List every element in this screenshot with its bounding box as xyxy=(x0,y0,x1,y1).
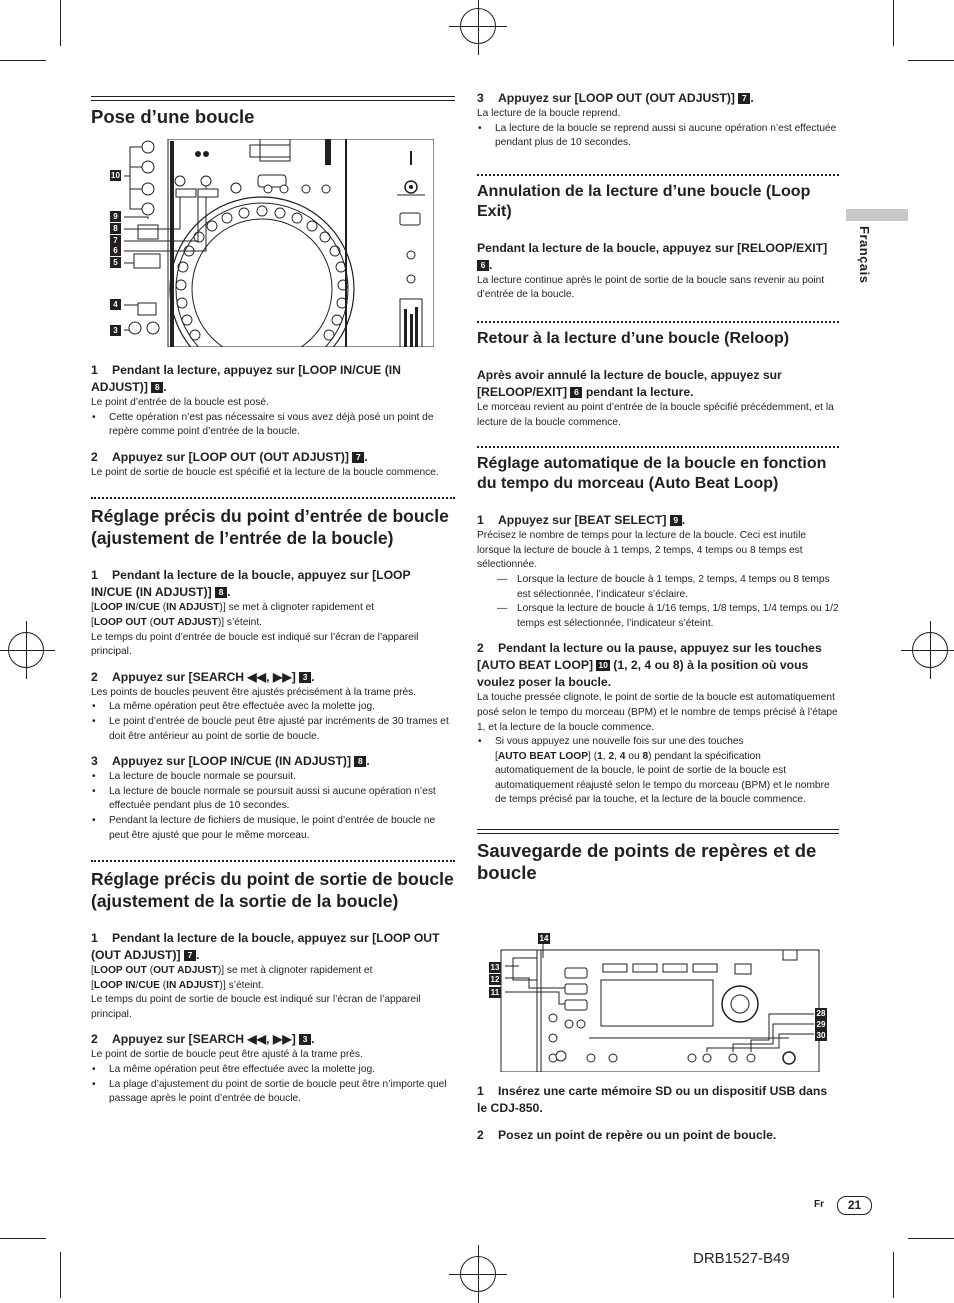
figure-callout-4: 4 xyxy=(110,299,121,310)
step-heading: 2 Appuyez sur [LOOP OUT (OUT ADJUST)] 7 . xyxy=(91,449,368,464)
bullet-item: • La plage d’ajustement du point de sortie de boucle peut être n’importe quel passage après le point d’entrée de boucle. xyxy=(91,1078,455,1107)
language-tab-label: Français xyxy=(857,226,872,284)
step-heading: 2 Appuyez sur [SEARCH ◀◀, ▶▶] 3 . xyxy=(91,669,315,684)
callout-chip: 7 xyxy=(738,93,750,104)
step-body: Le morceau revient au point d’entrée de la boucle spécifié précédemment, et la lecture de la boucle commence. xyxy=(477,401,834,428)
crop-mark xyxy=(0,60,46,61)
crop-mark xyxy=(893,1252,894,1298)
callout-chip: 3 xyxy=(299,1034,311,1045)
registration-mark xyxy=(460,8,496,44)
step-body: La touche pressée clignote, le point de sortie de la boucle est automatiquement posé selon le tempo du morceau (BPM) et le nombre de temps précisé à l’étape 1, et la lecture de la boucle commence. xyxy=(477,692,838,733)
callout-chip: 3 xyxy=(299,672,311,683)
callout-chip: 7 xyxy=(184,950,196,961)
figure-callout-14: 14 xyxy=(539,934,549,943)
figure-callout-28: 28 xyxy=(816,1009,826,1018)
section-title-auto-beat-loop: Réglage automatique de la boucle en fonction du tempo du morceau (Auto Beat Loop) xyxy=(477,455,827,493)
figure-callout-11: 11 xyxy=(490,988,500,997)
bullet-list xyxy=(91,700,455,744)
step-heading: Pendant la lecture de la boucle, appuyez sur [RELOOP/EXIT] 6 . xyxy=(477,240,828,272)
crop-mark xyxy=(908,60,954,61)
step-heading: 2 Pendant la lecture ou la pause, appuyez sur les touches [AUTO BEAT LOOP] 10 (1, 2, 4 ou 8) à la position où vous voulez poser la boucle. xyxy=(477,641,822,690)
device-figure-loop-controls xyxy=(110,139,434,347)
crop-mark xyxy=(60,1252,61,1298)
figure-callout-10: 10 xyxy=(111,171,120,180)
callout-chip: 10 xyxy=(598,660,608,671)
registration-mark xyxy=(8,632,44,668)
bullet-item: • La lecture de boucle normale se poursuit aussi si aucune opération n’est effectuée pendant plus de 10 secondes. xyxy=(91,785,455,814)
dash-item: — Lorsque la lecture de boucle à 1 temps, 2 temps, 4 temps ou 8 temps est sélectionnée, l’indicateur s’éclaire. xyxy=(477,573,839,602)
callout-chip: 6 xyxy=(477,260,489,271)
section-rule xyxy=(91,96,455,101)
step-heading: 1 Pendant la lecture de la boucle, appuyez sur [LOOP OUT (OUT ADJUST)] 7 . xyxy=(91,931,440,963)
bullet-list xyxy=(91,411,455,440)
bullet-list xyxy=(91,770,455,843)
figure-callout-9: 9 xyxy=(110,211,121,222)
bullet-list xyxy=(477,122,839,151)
figure-callout-12: 12 xyxy=(490,975,500,984)
callout-chip: 7 xyxy=(352,452,364,463)
bullet-item: • La lecture de la boucle se reprend aussi si aucune opération n’est effectuée pendant plus de 10 secondes. xyxy=(477,122,839,151)
section-divider xyxy=(477,321,839,323)
page-number: 21 xyxy=(837,1196,872,1215)
bullet-list xyxy=(477,735,839,808)
left-column xyxy=(91,96,455,128)
crop-mark xyxy=(908,1238,954,1239)
bullet-item: • La même opération peut être effectuée avec la molette jog. xyxy=(91,1063,455,1078)
figure-callout-5: 5 xyxy=(110,257,121,268)
step-heading: 1 Insérez une carte mémoire SD ou un dispositif USB dans le CDJ-850. xyxy=(477,1084,828,1115)
bullet-item: • Pendant la lecture de fichiers de musique, le point d’entrée de boucle ne peut être ajusté que pour le même morceau. xyxy=(91,814,455,843)
section-divider xyxy=(477,446,839,448)
figure-callout-7: 7 xyxy=(110,235,121,246)
sheet-number: 49 xyxy=(773,1250,790,1267)
section-title-sauvegarde: Sauvegarde de points de repères et de boucle xyxy=(477,840,817,884)
right-column-bottom xyxy=(477,1083,839,1144)
figure-callout-13: 13 xyxy=(490,963,500,972)
callout-chip: 8 xyxy=(215,587,227,598)
bullet-item: • Cette opération n’est pas nécessaire si vous avez déjà posé un point de repère comme point d’entrée de la boucle. xyxy=(91,411,455,440)
crop-mark xyxy=(60,0,61,46)
step-body: Le point de sortie de boucle est spécifié et la lecture de la boucle commence. xyxy=(91,466,439,478)
section-title-loop-exit: Annulation de la lecture d’une boucle (Loop Exit) xyxy=(477,182,811,220)
crop-mark xyxy=(0,1238,46,1239)
section-divider xyxy=(91,497,455,499)
step-body: Précisez le nombre de temps pour la lecture de la boucle. Ceci est inutile lorsque la lecture de boucle à 1 temps, 2 temps, 4 temps ou 8 temps est sélectionnée. xyxy=(477,530,806,571)
step-heading: 2 Posez un point de repère ou un point de boucle. xyxy=(477,1128,777,1142)
figure-callout-29: 29 xyxy=(816,1020,826,1029)
section-title-sortie: Réglage précis du point de sortie de boucle (ajustement de la sortie de la boucle) xyxy=(91,869,454,912)
callout-chip: 9 xyxy=(670,515,682,526)
callout-chip: 8 xyxy=(354,756,366,767)
document-code: DRB1527-B xyxy=(693,1250,774,1267)
step-body: Le temps du point d’entrée de boucle est indiqué sur l’écran de l’appareil principal. xyxy=(91,631,419,658)
bullet-list xyxy=(91,1063,455,1107)
device-illustration xyxy=(489,932,829,1072)
step-heading: Après avoir annulé la lecture de boucle, appuyez sur [RELOOP/EXIT] 6 pendant la lecture. xyxy=(477,367,782,399)
figure-callout-3: 3 xyxy=(110,325,121,336)
figure-callout-8: 8 xyxy=(110,223,121,234)
bullet-item: • Le point d’entrée de boucle peut être ajusté par incréments de 30 trames et doit être antérieur au point de sortie de boucle. xyxy=(91,715,455,744)
step-body: La lecture continue après le point de sortie de la boucle sans revenir au point d’entrée de la boucle. xyxy=(477,274,825,301)
callout-chip: 8 xyxy=(151,382,163,393)
footer-language-code: Fr xyxy=(814,1199,824,1210)
step-heading: 3 Appuyez sur [LOOP IN/CUE (IN ADJUST)] 8 . xyxy=(91,754,370,769)
step-body: La lecture de la boucle reprend. xyxy=(477,108,621,119)
crop-mark xyxy=(893,0,894,46)
step-heading: 1 Pendant la lecture de la boucle, appuyez sur [LOOP IN/CUE (IN ADJUST)] 8 . xyxy=(91,568,411,600)
dash-item: — Lorsque la lecture de boucle à 1/16 temps, 1/8 temps, 1/4 temps ou 1/2 temps est sélectionnée, l’indicateur s’éteint. xyxy=(477,602,839,631)
section-title-reloop: Retour à la lecture d’une boucle (Reloop) xyxy=(477,329,790,347)
dash-list xyxy=(477,573,839,631)
bullet-item: • La même opération peut être effectuée avec la molette jog. xyxy=(91,700,455,715)
section-title-entree: Réglage précis du point d’entrée de boucle (ajustement de l’entrée de la boucle) xyxy=(91,506,449,549)
device-figure-memory-controls xyxy=(489,932,829,1072)
section-divider xyxy=(91,860,455,862)
figure-callout-30: 30 xyxy=(816,1031,826,1040)
step-heading: 1 Pendant la lecture, appuyez sur [LOOP IN/CUE (IN ADJUST)] 8 . xyxy=(91,363,401,394)
section-title-pose-boucle: Pose d’une boucle xyxy=(91,106,255,127)
left-column-text xyxy=(91,362,455,1107)
right-column xyxy=(477,90,839,884)
step-body: [LOOP OUT (OUT ADJUST)] se met à clignoter rapidement et [LOOP IN/CUE (IN ADJUST)] s’éteint. xyxy=(91,965,373,991)
section-rule xyxy=(477,829,839,834)
step-body: Le point d’entrée de la boucle est posé. xyxy=(91,397,269,408)
step-body: Les points de boucles peuvent être ajustés précisément à la trame près. xyxy=(91,686,417,698)
step-body: Le point de sortie de boucle peut être ajusté à la trame près. xyxy=(91,1049,363,1061)
bullet-item: • Si vous appuyez une nouvelle fois sur une des touches [AUTO BEAT LOOP] (1, 2, 4 ou 8) pendant la spécification automatiquement de la boucle, le point de sortie de la boucle est automatiquement réajusté selon le tempo du morceau (BPM) et le nombre de temps précisé par la touche, et la lecture de la boucle commence. xyxy=(477,735,839,808)
step-body: [LOOP IN/CUE (IN ADJUST)] se met à clignoter rapidement et [LOOP OUT (OUT ADJUST)] s’éteint. xyxy=(91,602,375,628)
step-heading: 3 Appuyez sur [LOOP OUT (OUT ADJUST)] 7 . xyxy=(477,91,754,105)
step-body: Le temps du point de sortie de boucle est indiqué sur l’écran de l’appareil principal. xyxy=(91,994,421,1020)
language-tab-bar xyxy=(846,209,908,221)
step-heading: 1 Appuyez sur [BEAT SELECT] 9 . xyxy=(477,513,686,528)
callout-chip: 6 xyxy=(570,387,582,398)
step-heading: 2 Appuyez sur [SEARCH ◀◀, ▶▶] 3 . xyxy=(91,1032,315,1047)
section-divider xyxy=(477,174,839,176)
figure-callout-6: 6 xyxy=(110,245,121,256)
bullet-item: • La lecture de boucle normale se poursuit. xyxy=(91,770,455,785)
registration-mark xyxy=(460,1256,496,1292)
registration-mark xyxy=(912,632,948,668)
device-illustration xyxy=(110,139,434,347)
